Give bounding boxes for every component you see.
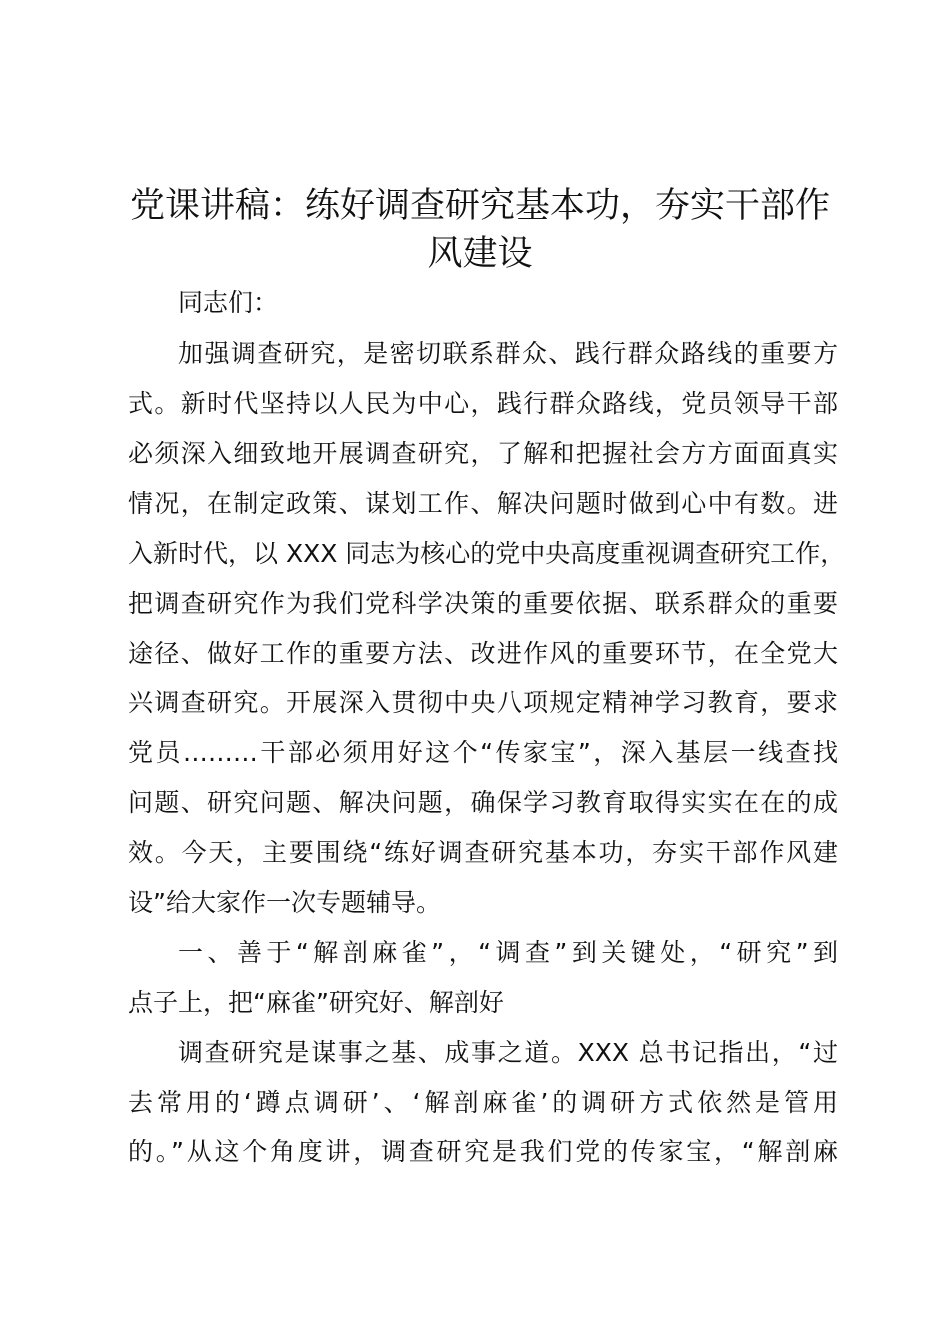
body-line: 必须深入细致地开展调查研究，了解和把握社会方方面面真实: [128, 439, 838, 468]
section-heading-line: 点子上，把“麻雀”研究好、解剖好: [128, 988, 504, 1017]
section-heading-line: 一、善于“解剖麻雀”，“调查”到关键处，“研究”到: [178, 938, 838, 967]
body-line: 党员………干部必须用好这个“传家宝”，深入基层一线查找: [128, 738, 838, 767]
body-line: 入新时代，以 XXX 同志为核心的党中央高度重视调查研究工作，: [128, 539, 846, 568]
body-line: 去常用的‘蹲点调研’、‘解剖麻雀’的调研方式依然是管用: [128, 1088, 838, 1117]
body-line: 调查研究是谋事之基、成事之道。XXX 总书记指出，“过: [178, 1038, 838, 1067]
salutation: 同志们：: [178, 288, 279, 317]
body-line: 式。新时代坚持以人民为中心，践行群众路线，党员领导干部: [128, 389, 838, 418]
body-line: 把调查研究作为我们党科学决策的重要依据、联系群众的重要: [128, 589, 838, 618]
body-line: 效。今天，主要围绕“练好调查研究基本功，夯实干部作风建: [128, 838, 838, 867]
body-line: 问题、研究问题、解决问题，确保学习教育取得实实在在的成: [128, 788, 838, 817]
document-title-line-2: 风建设: [427, 234, 533, 274]
body-line: 的。”从这个角度讲，调查研究是我们党的传家宝，“解剖麻: [128, 1137, 838, 1166]
document-title-line-1: 党课讲稿：练好调查研究基本功，夯实干部作: [129, 186, 830, 226]
body-line: 途径、做好工作的重要方法、改进作风的重要环节，在全党大: [128, 639, 838, 668]
body-line: 兴调查研究。开展深入贯彻中央八项规定精神学习教育，要求: [128, 688, 838, 717]
body-line: 情况，在制定政策、谋划工作、解决问题时做到心中有数。进: [128, 489, 838, 518]
body-line: 加强调查研究，是密切联系群众、践行群众路线的重要方: [178, 339, 838, 368]
body-line: 设”给大家作一次专题辅导。: [128, 888, 441, 917]
